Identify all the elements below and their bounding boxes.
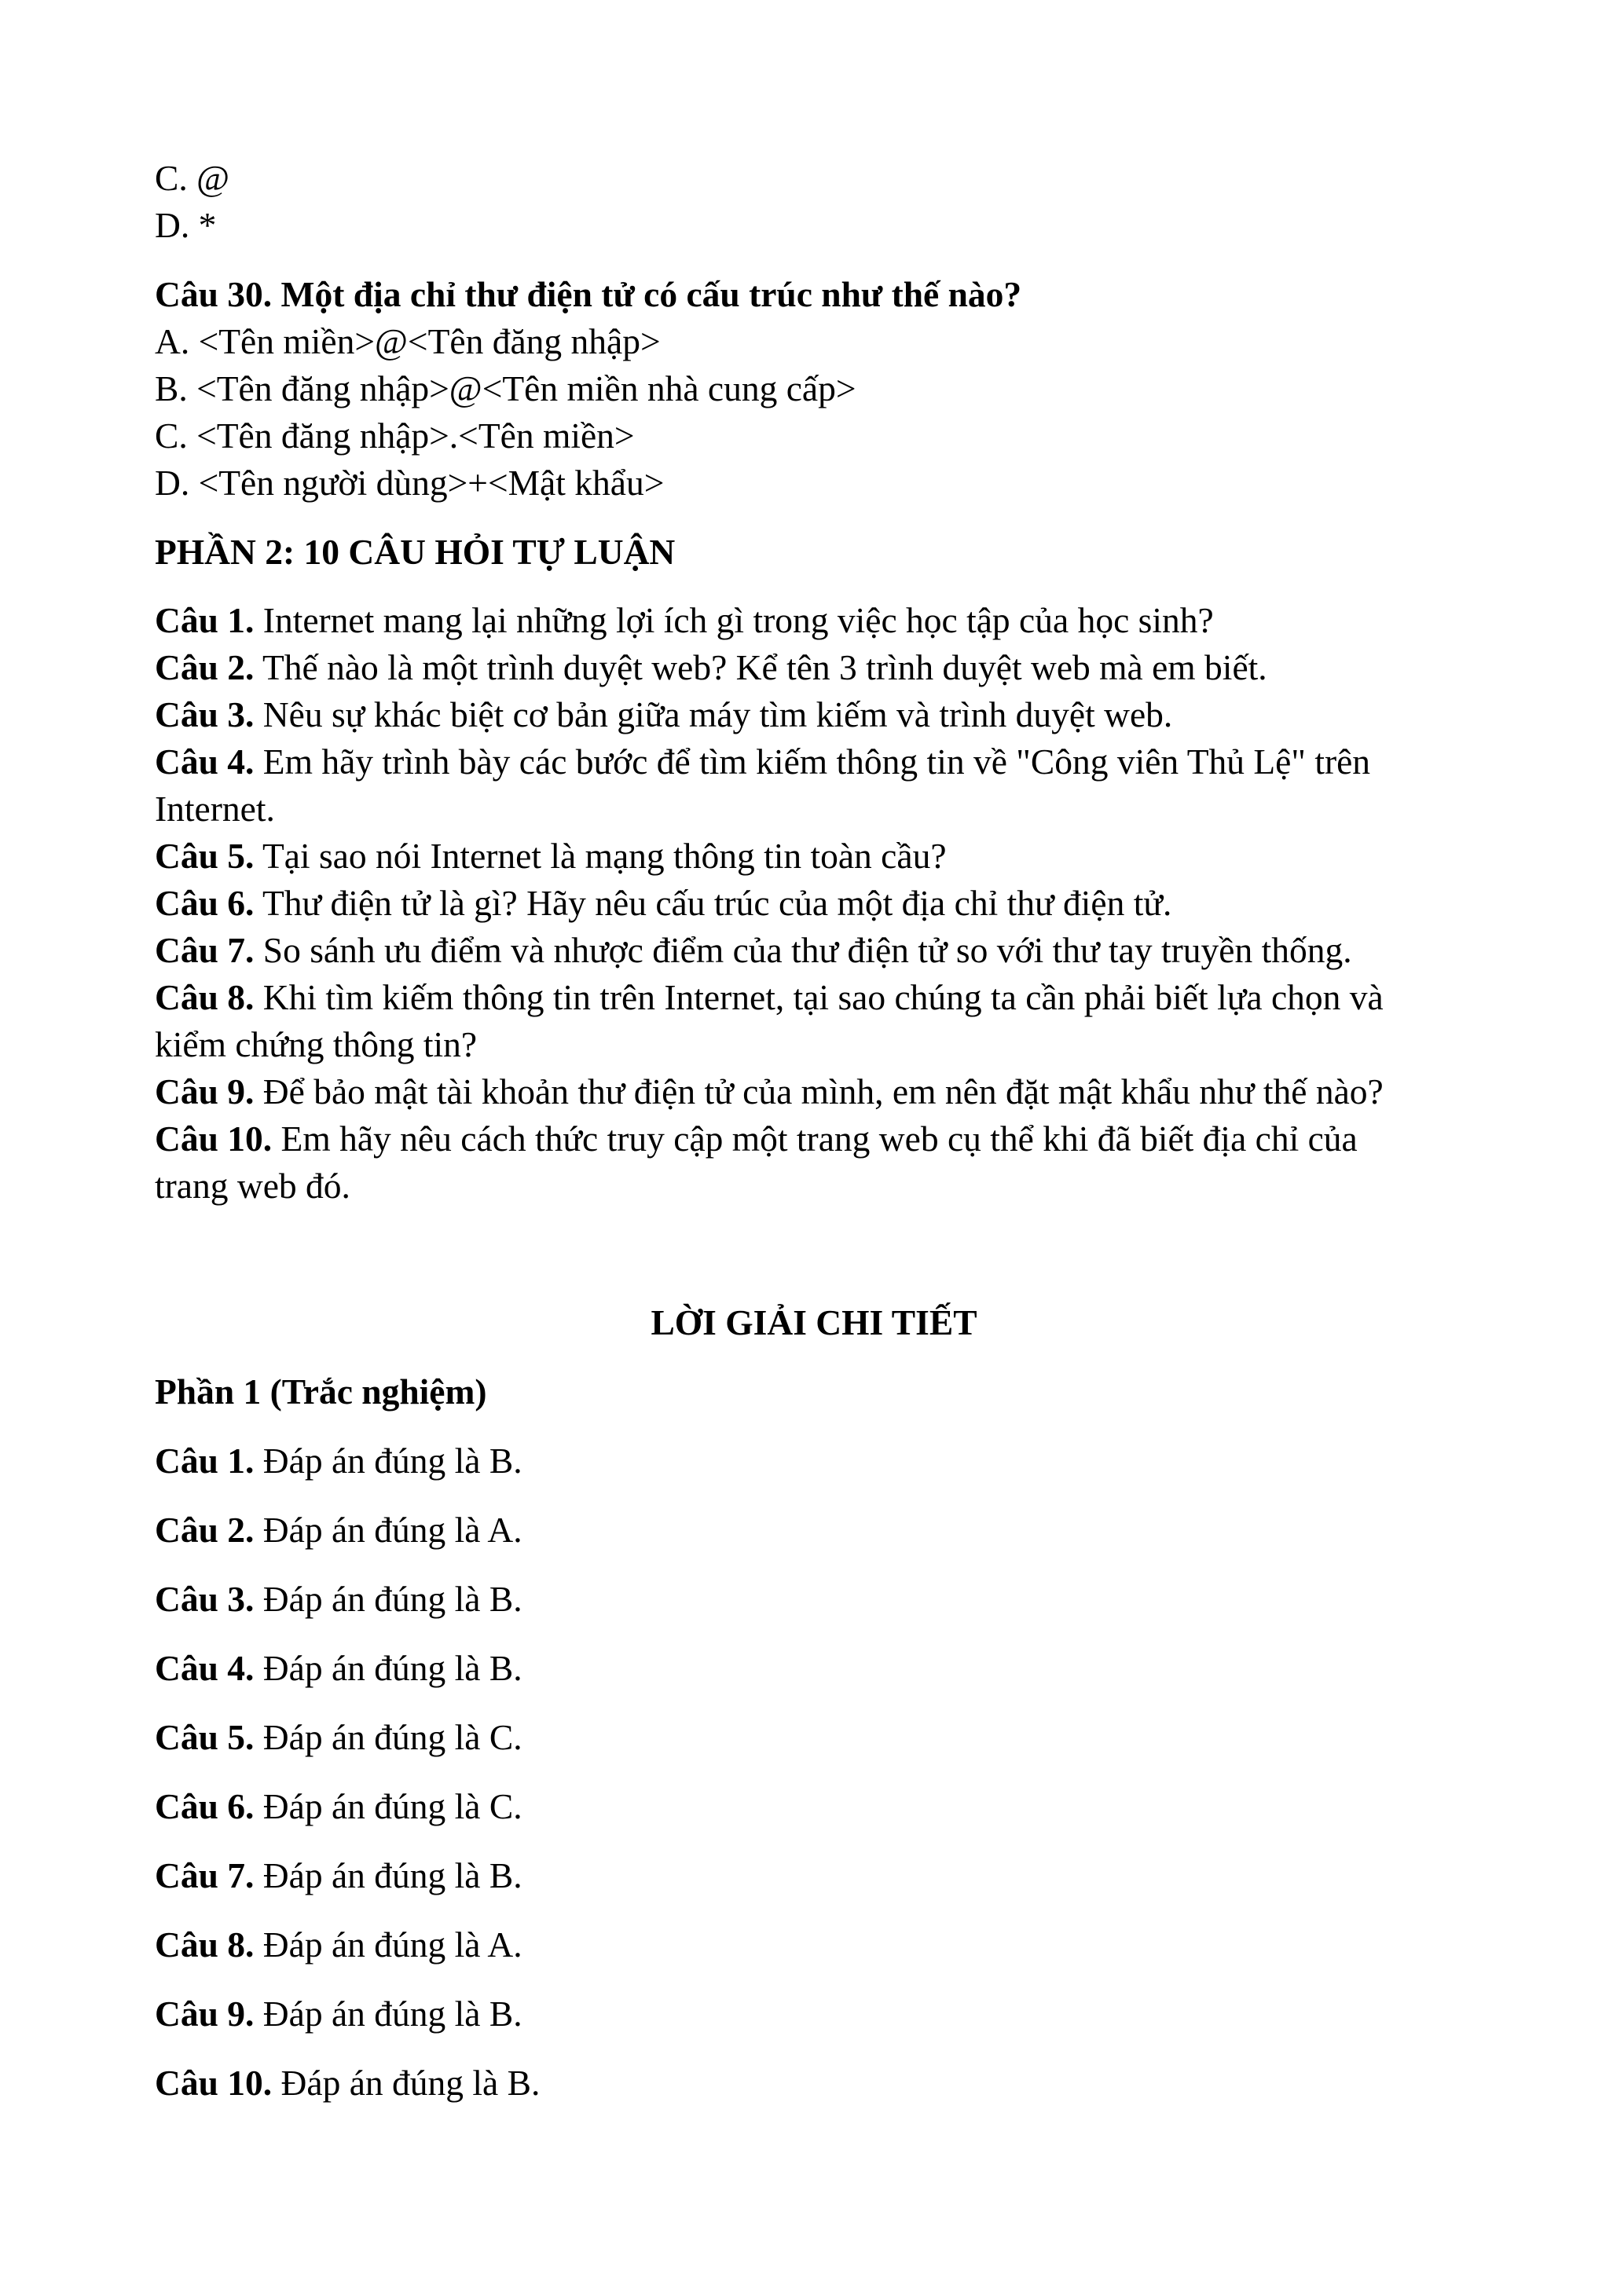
question-text: Thư điện tử là gì? Hãy nêu cấu trúc của một địa chỉ thư điện tử. [254, 883, 1172, 923]
essay-question [155, 880, 1171, 927]
option-line: D. * [155, 205, 217, 245]
answer-label: Câu 10. [155, 2063, 273, 2103]
essay-question [155, 833, 947, 880]
option-line: D. <Tên người dùng>+<Mật khẩu> [155, 463, 665, 503]
question-label: Câu 5. [155, 836, 255, 876]
question-label: Câu 9. [155, 1071, 255, 1111]
answer-label: Câu 2. [155, 1510, 255, 1550]
answer-text: Đáp án đúng là B. [254, 1579, 522, 1619]
question-text: Khi tìm kiếm thông tin trên Internet, tại sao chúng ta cần phải biết lựa chọn và [254, 977, 1384, 1017]
question-label: Câu 7. [155, 930, 255, 970]
question-text: Nêu sự khác biệt cơ bản giữa máy tìm kiếm và trình duyệt web. [254, 694, 1173, 734]
question-label: Câu 2. [155, 647, 255, 687]
answer-label: Câu 7. [155, 1855, 255, 1895]
question-label: Câu 1. [155, 600, 255, 640]
answer-line [155, 1507, 522, 1554]
answer-line [155, 1990, 522, 2038]
answer-text: Đáp án đúng là C. [254, 1717, 522, 1757]
essay-question [155, 927, 1352, 974]
answer-label: Câu 4. [155, 1648, 255, 1688]
question-continuation: kiểm chứng thông tin? [155, 1024, 478, 1064]
essay-question [155, 974, 1384, 1021]
question-title: Câu 30. Một địa chỉ thư điện tử có cấu trúc như thế nào? [155, 274, 1022, 314]
answer-text: Đáp án đúng là B. [254, 1441, 522, 1481]
question-label: Câu 3. [155, 694, 255, 734]
answer-line [155, 1714, 522, 1761]
question-text: Internet mang lại những lợi ích gì trong việc học tập của học sinh? [254, 600, 1214, 640]
question-continuation: trang web đó. [155, 1166, 350, 1206]
part1-heading: Phần 1 (Trắc nghiệm) [155, 1371, 487, 1412]
question-text: Thế nào là một trình duyệt web? Kể tên 3 trình duyệt web mà em biết. [254, 647, 1267, 687]
answer-text: Đáp án đúng là B. [254, 1855, 522, 1895]
essay-question [155, 738, 1370, 785]
question-text: Tại sao nói Internet là mạng thông tin toàn cầu? [254, 836, 947, 876]
answer-label: Câu 5. [155, 1717, 255, 1757]
question-text: Để bảo mật tài khoản thư điện tử của mình, em nên đặt mật khẩu như thế nào? [254, 1071, 1384, 1111]
section-heading: PHẦN 2: 10 CÂU HỎI TỰ LUẬN [155, 532, 676, 572]
essay-question [155, 691, 1172, 738]
answer-line [155, 1852, 522, 1899]
question-label: Câu 8. [155, 977, 255, 1017]
question-label: Câu 6. [155, 883, 255, 923]
answer-text: Đáp án đúng là C. [254, 1786, 522, 1826]
answer-line [155, 1921, 522, 1968]
answer-text: Đáp án đúng là A. [254, 1924, 522, 1965]
answer-line [155, 1576, 522, 1623]
option-line: B. <Tên đăng nhập>@<Tên miền nhà cung cấp> [155, 368, 856, 408]
essay-question [155, 1068, 1384, 1115]
question-label: Câu 10. [155, 1119, 273, 1159]
essay-question [155, 597, 1214, 644]
question-text: Em hãy nêu cách thức truy cập một trang web cụ thể khi đã biết địa chỉ của [272, 1119, 1358, 1159]
answer-line [155, 1645, 522, 1692]
answer-label: Câu 1. [155, 1441, 255, 1481]
essay-question [155, 644, 1267, 691]
answer-text: Đáp án đúng là B. [272, 2063, 541, 2103]
answer-line [155, 2060, 540, 2107]
answer-label: Câu 6. [155, 1786, 255, 1826]
option-line: C. @ [155, 158, 229, 198]
answer-label: Câu 3. [155, 1579, 255, 1619]
answer-line [155, 1783, 522, 1830]
essay-question [155, 1115, 1358, 1163]
answer-text: Đáp án đúng là B. [254, 1648, 522, 1688]
question-text: So sánh ưu điểm và nhược điểm của thư điện tử so với thư tay truyền thống. [254, 930, 1352, 970]
answer-label: Câu 9. [155, 1994, 255, 2034]
option-line: A. <Tên miền>@<Tên đăng nhập> [155, 321, 661, 361]
answer-label: Câu 8. [155, 1924, 255, 1965]
solutions-heading: LỜI GIẢI CHI TIẾT [651, 1302, 977, 1342]
option-line: C. <Tên đăng nhập>.<Tên miền> [155, 416, 635, 456]
question-text: Em hãy trình bày các bước để tìm kiếm thông tin về "Công viên Thủ Lệ" trên [254, 742, 1371, 782]
answer-text: Đáp án đúng là A. [254, 1510, 522, 1550]
question-label: Câu 4. [155, 742, 255, 782]
question-continuation: Internet. [155, 789, 275, 829]
answer-line [155, 1437, 522, 1485]
answer-text: Đáp án đúng là B. [254, 1994, 522, 2034]
